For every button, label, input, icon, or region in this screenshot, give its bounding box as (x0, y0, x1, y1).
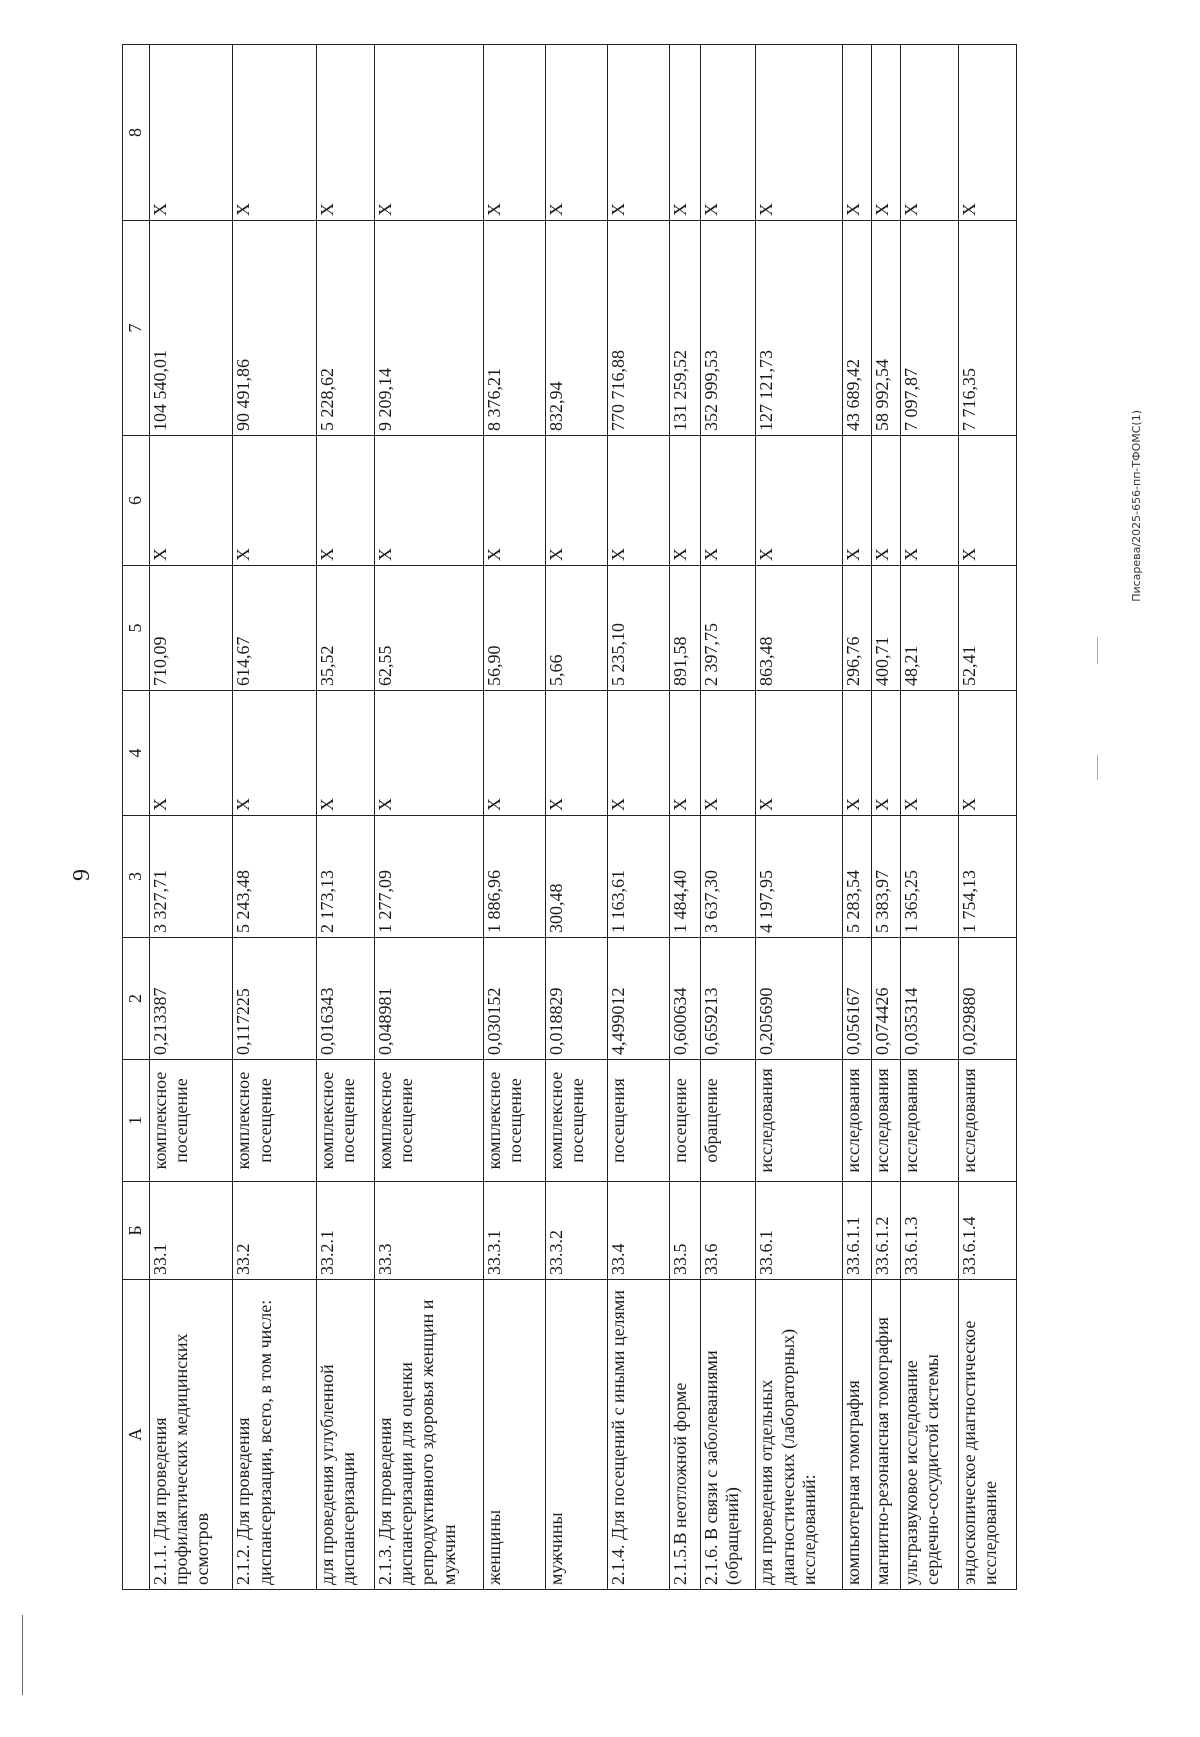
value-cell: Х (316, 691, 374, 816)
value-cell: Х (483, 45, 545, 221)
row-label-cell: ультразвуковое исследование сердечно-сосудистой системы (901, 1280, 959, 1590)
value-cell: 0,117225 (233, 938, 316, 1060)
value-cell: 863,48 (756, 566, 843, 691)
unit-cell: исследования (901, 1060, 959, 1182)
value-cell: Х (872, 436, 901, 566)
value-cell: Х (608, 436, 669, 566)
value-cell: 5 235,10 (608, 566, 669, 691)
unit-cell: комплексное посещение (150, 1060, 233, 1182)
value-cell: 104 540,01 (150, 221, 233, 436)
value-cell: 48,21 (901, 566, 959, 691)
value-cell: 58 992,54 (872, 221, 901, 436)
unit-cell: исследования (872, 1060, 901, 1182)
unit-cell: комплексное посещение (316, 1060, 374, 1182)
row-code-cell: 33.3.1 (483, 1182, 545, 1280)
row-code-cell: 33.2 (233, 1182, 316, 1280)
row-label-cell: для проведения углубленной диспансеризации (316, 1280, 374, 1590)
row-label-cell: женщины (483, 1280, 545, 1590)
row-code-cell: 33.6.1.3 (901, 1182, 959, 1280)
value-cell: Х (150, 691, 233, 816)
row-label-cell: эндоскопическое диагностическое исследование (958, 1280, 1016, 1590)
value-cell: Х (700, 436, 756, 566)
value-cell: Х (374, 45, 483, 221)
value-cell: 8 376,21 (483, 221, 545, 436)
row-code-cell: 33.3 (374, 1182, 483, 1280)
value-cell: Х (901, 45, 959, 221)
value-cell: 0,035314 (901, 938, 959, 1060)
table-row (233, 45, 316, 1590)
value-cell: 400,71 (872, 566, 901, 691)
row-code-cell: 33.6 (700, 1182, 756, 1280)
table-row (150, 45, 233, 1590)
value-cell: 614,67 (233, 566, 316, 691)
row-label-cell: магнитно-резонансная томография (872, 1280, 901, 1590)
value-cell: Х (316, 45, 374, 221)
value-cell: Х (756, 691, 843, 816)
value-cell: 127 121,73 (756, 221, 843, 436)
value-cell: Х (700, 45, 756, 221)
row-label-cell: 2.1.6. В связи с заболеваниями (обращений) (700, 1280, 756, 1590)
value-cell: 7 097,87 (901, 221, 959, 436)
value-cell: Х (483, 691, 545, 816)
value-cell: Х (700, 691, 756, 816)
header-cell: 5 (123, 566, 150, 691)
value-cell: 5 228,62 (316, 221, 374, 436)
scan-mark (1097, 755, 1098, 780)
table-row (546, 45, 608, 1590)
row-code-cell: 33.5 (669, 1182, 700, 1280)
table-row (843, 45, 872, 1590)
row-label-cell: мужчины (546, 1280, 608, 1590)
unit-cell: комплексное посещение (546, 1060, 608, 1182)
value-cell: 35,52 (316, 566, 374, 691)
value-cell: Х (374, 436, 483, 566)
value-cell: Х (669, 45, 700, 221)
value-cell: 1 484,40 (669, 816, 700, 938)
value-cell: Х (374, 691, 483, 816)
value-cell: 0,018829 (546, 938, 608, 1060)
value-cell: Х (958, 45, 1016, 221)
rotated-table-container (122, 45, 1017, 1590)
row-label-cell: 2.1.4. Для посещений с иными целями (608, 1280, 669, 1590)
row-label-cell: 2.1.2. Для проведения диспансеризации, всего, в том числе: (233, 1280, 316, 1590)
row-label-cell: 2.1.3. Для проведения диспансеризации для оценки репродуктивного здоровья женщин и мужчин (374, 1280, 483, 1590)
value-cell: Х (872, 691, 901, 816)
footer-note-text: Писарева/2025-656-пп-ТФОМС(1) (1130, 410, 1143, 602)
row-code-cell: 33.2.1 (316, 1182, 374, 1280)
row-code-cell: 33.4 (608, 1182, 669, 1280)
value-cell: Х (843, 45, 872, 221)
unit-cell: посещение (669, 1060, 700, 1182)
value-cell: Х (316, 436, 374, 566)
table-row (901, 45, 959, 1590)
value-cell: Х (901, 691, 959, 816)
table-row (669, 45, 700, 1590)
header-cell: 1 (123, 1060, 150, 1182)
row-code-cell: 33.6.1.2 (872, 1182, 901, 1280)
value-cell: 1 365,25 (901, 816, 959, 938)
value-cell: 5 383,97 (872, 816, 901, 938)
row-label-cell: для проведения отдельных диагностических (лабораторных) исследований: (756, 1280, 843, 1590)
value-cell: 52,41 (958, 566, 1016, 691)
value-cell: Х (608, 691, 669, 816)
unit-cell: комплексное посещение (374, 1060, 483, 1182)
value-cell: Х (483, 436, 545, 566)
unit-cell: исследования (843, 1060, 872, 1182)
table-row (700, 45, 756, 1590)
value-cell: Х (233, 691, 316, 816)
value-cell: 3 637,30 (700, 816, 756, 938)
value-cell: 5 283,54 (843, 816, 872, 938)
value-cell: Х (756, 45, 843, 221)
unit-cell: исследования (756, 1060, 843, 1182)
row-code-cell: 33.3.2 (546, 1182, 608, 1280)
row-code-cell: 33.6.1.1 (843, 1182, 872, 1280)
value-cell: 4,499012 (608, 938, 669, 1060)
unit-cell: посещения (608, 1060, 669, 1182)
value-cell: Х (669, 436, 700, 566)
value-cell: 300,48 (546, 816, 608, 938)
header-cell: 4 (123, 691, 150, 816)
value-cell: 1 886,96 (483, 816, 545, 938)
value-cell: 1 163,61 (608, 816, 669, 938)
value-cell: 56,90 (483, 566, 545, 691)
value-cell: Х (546, 45, 608, 221)
value-cell: 0,213387 (150, 938, 233, 1060)
value-cell: 2 173,13 (316, 816, 374, 938)
value-cell: Х (756, 436, 843, 566)
value-cell: 296,76 (843, 566, 872, 691)
data-table (122, 44, 1017, 1590)
value-cell: 0,016343 (316, 938, 374, 1060)
value-cell: 0,029880 (958, 938, 1016, 1060)
header-cell: 6 (123, 436, 150, 566)
value-cell: 90 491,86 (233, 221, 316, 436)
value-cell: Х (872, 45, 901, 221)
value-cell: 5,66 (546, 566, 608, 691)
value-cell: 0,074426 (872, 938, 901, 1060)
value-cell: Х (546, 436, 608, 566)
unit-cell: обращение (700, 1060, 756, 1182)
page-number: 9 (69, 869, 95, 881)
value-cell: Х (901, 436, 959, 566)
unit-cell: исследования (958, 1060, 1016, 1182)
value-cell: Х (843, 691, 872, 816)
value-cell: Х (546, 691, 608, 816)
value-cell: 0,030152 (483, 938, 545, 1060)
table-header-row (123, 45, 150, 1590)
table-row (958, 45, 1016, 1590)
scan-mark (22, 1615, 23, 1695)
row-label-cell: компьютерная томография (843, 1280, 872, 1590)
header-cell: 7 (123, 221, 150, 436)
value-cell: 3 327,71 (150, 816, 233, 938)
row-code-cell: 33.6.1.4 (958, 1182, 1016, 1280)
header-cell: 2 (123, 938, 150, 1060)
value-cell: 62,55 (374, 566, 483, 691)
value-cell: Х (608, 45, 669, 221)
value-cell: 891,58 (669, 566, 700, 691)
value-cell: 770 716,88 (608, 221, 669, 436)
row-label-cell: 2.1.1. Для проведения профилактических медицинских осмотров (150, 1280, 233, 1590)
table-row (374, 45, 483, 1590)
value-cell: 352 999,53 (700, 221, 756, 436)
row-code-cell: 33.6.1 (756, 1182, 843, 1280)
value-cell: Х (958, 691, 1016, 816)
value-cell: Х (150, 45, 233, 221)
value-cell: Х (843, 436, 872, 566)
value-cell: 4 197,95 (756, 816, 843, 938)
value-cell: 0,048981 (374, 938, 483, 1060)
value-cell: 0,056167 (843, 938, 872, 1060)
row-label-cell: 2.1.5.В неотложной форме (669, 1280, 700, 1590)
value-cell: 1 277,09 (374, 816, 483, 938)
value-cell: 43 689,42 (843, 221, 872, 436)
value-cell: 0,600634 (669, 938, 700, 1060)
value-cell: 710,09 (150, 566, 233, 691)
table-row (608, 45, 669, 1590)
header-cell: А (123, 1280, 150, 1590)
header-cell: 8 (123, 45, 150, 221)
row-code-cell: 33.1 (150, 1182, 233, 1280)
value-cell: 0,659213 (700, 938, 756, 1060)
value-cell: Х (233, 45, 316, 221)
value-cell: 9 209,14 (374, 221, 483, 436)
table-row (316, 45, 374, 1590)
value-cell: 832,94 (546, 221, 608, 436)
table-row (756, 45, 843, 1590)
unit-cell: комплексное посещение (233, 1060, 316, 1182)
unit-cell: комплексное посещение (483, 1060, 545, 1182)
value-cell: Х (150, 436, 233, 566)
value-cell: 0,205690 (756, 938, 843, 1060)
value-cell: 7 716,35 (958, 221, 1016, 436)
table-row (872, 45, 901, 1590)
value-cell: Х (958, 436, 1016, 566)
value-cell: 2 397,75 (700, 566, 756, 691)
scan-mark (1097, 637, 1098, 664)
value-cell: 5 243,48 (233, 816, 316, 938)
value-cell: Х (669, 691, 700, 816)
value-cell: 1 754,13 (958, 816, 1016, 938)
header-cell: Б (123, 1182, 150, 1280)
table-row (483, 45, 545, 1590)
header-cell: 3 (123, 816, 150, 938)
value-cell: 131 259,52 (669, 221, 700, 436)
value-cell: Х (233, 436, 316, 566)
